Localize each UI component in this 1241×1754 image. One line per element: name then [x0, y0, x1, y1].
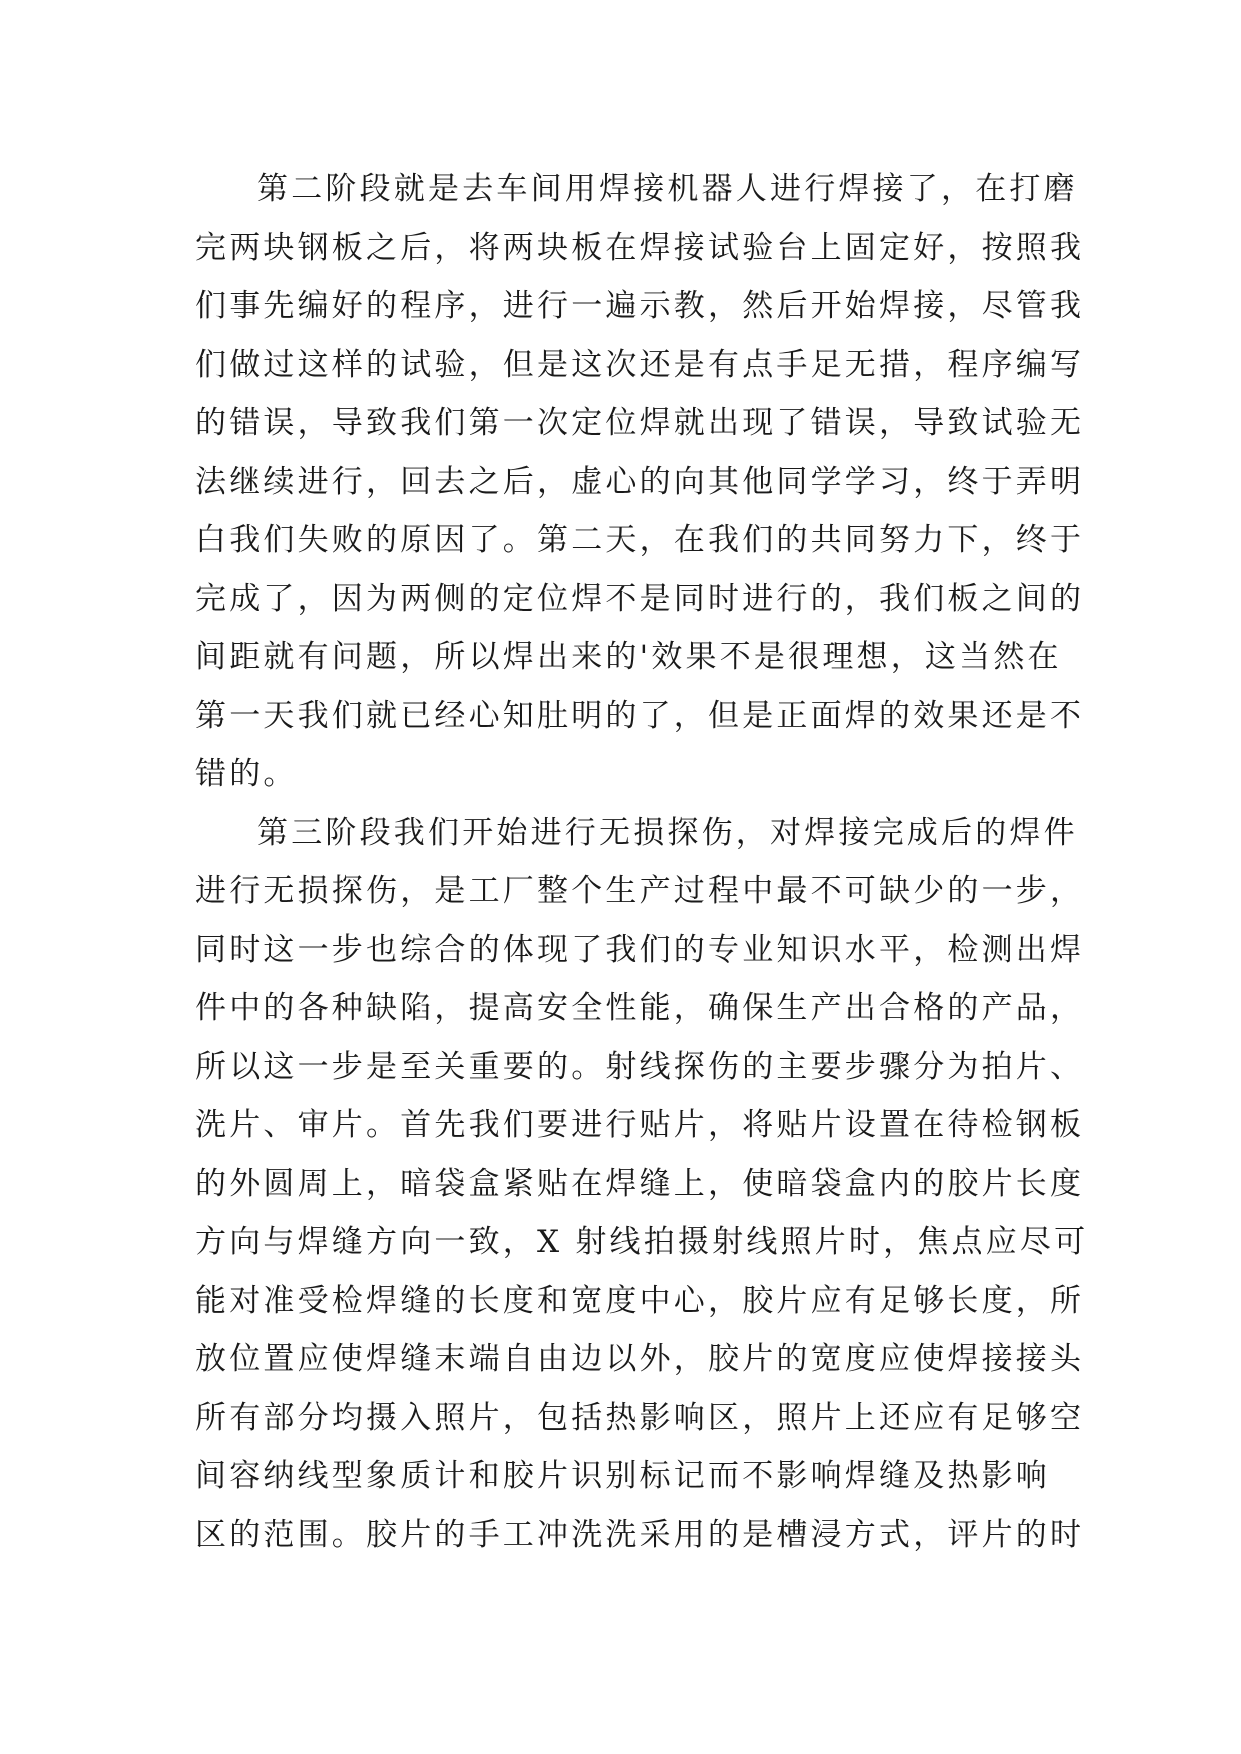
text-line: 完两块钢板之后，将两块板在焊接试验台上固定好，按照我 — [195, 229, 1085, 266]
paragraph-ndt-stage — [195, 804, 1089, 1565]
text-line: 方向与焊缝方向一致，X 射线拍摄射线照片时，焦点应尽可 — [195, 1224, 1089, 1260]
text-line: 白我们失败的原因了。第二天，在我们的共同努力下，终于 — [195, 522, 1085, 558]
text-line: 的外圆周上，暗袋盒紧贴在焊缝上，使暗袋盒内的胶片长度 — [195, 1165, 1085, 1202]
text-line: 们做过这样的试验，但是这次还是有点手足无措，程序编写 — [195, 346, 1085, 383]
text-line: 进行无损探伤，是工厂整个生产过程中最不可缺少的一步， — [195, 873, 1085, 909]
text-line: 能对准受检焊缝的长度和宽度中心，胶片应有足够长度，所 — [195, 1282, 1085, 1319]
text-line: 第二阶段就是去车间用焊接机器人进行焊接了，在打磨 — [257, 171, 1078, 207]
text-line: 们事先编好的程序，进行一遍示教，然后开始焊接，尽管我 — [195, 288, 1085, 324]
text-line: 的错误，导致我们第一次定位焊就出现了错误，导致试验无 — [195, 405, 1085, 441]
document-body — [195, 160, 1089, 1564]
text-line: 放位置应使焊缝末端自由边以外，胶片的宽度应使焊接接头 — [195, 1341, 1085, 1377]
text-line: 间容纳线型象质计和胶片识别标记而不影响焊缝及热影响 — [195, 1458, 1050, 1494]
text-line: 第一天我们就已经心知肚明的了，但是正面焊的效果还是不 — [195, 697, 1085, 734]
text-line: 完成了，因为两侧的定位焊不是同时进行的，我们板之间的 — [195, 580, 1085, 617]
text-line: 件中的各种缺陷，提高安全性能，确保生产出合格的产品， — [195, 990, 1085, 1026]
text-line: 所以这一步是至关重要的。射线探伤的主要步骤分为拍片、 — [195, 1048, 1085, 1085]
text-line: 法继续进行，回去之后，虚心的向其他同学学习，终于弄明 — [195, 463, 1085, 500]
text-line: 间距就有问题，所以焊出来的'效果不是很理想，这当然在 — [195, 639, 1062, 675]
text-line: 洗片、审片。首先我们要进行贴片，将贴片设置在待检钢板 — [195, 1107, 1085, 1143]
paragraph-welding-stage — [195, 160, 1085, 804]
text-line: 第三阶段我们开始进行无损探伤，对焊接完成后的焊件 — [257, 814, 1078, 851]
text-line: 错的。 — [195, 756, 298, 792]
text-line: 区的范围。胶片的手工冲洗洗采用的是槽浸方式，评片的时 — [195, 1516, 1085, 1553]
text-line: 所有部分均摄入照片，包括热影响区，照片上还应有足够空 — [195, 1399, 1085, 1436]
text-line: 同时这一步也综合的体现了我们的专业知识水平，检测出焊 — [195, 931, 1085, 968]
